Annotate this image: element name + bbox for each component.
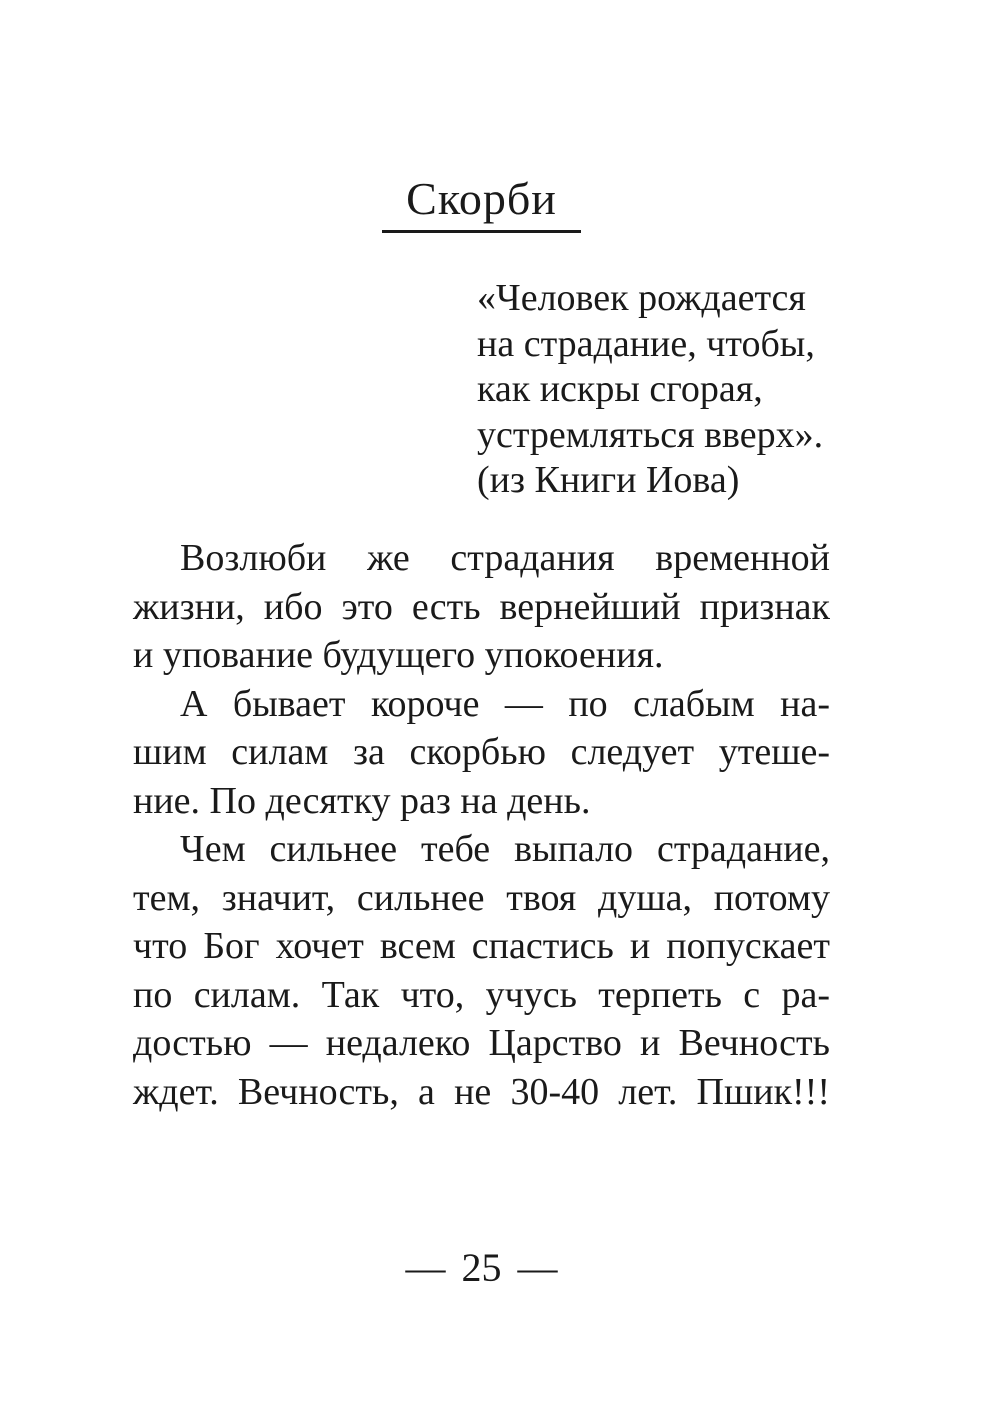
body-text bbox=[133, 534, 830, 1116]
body-line: ние. По десятку раз на день. bbox=[133, 779, 591, 822]
epigraph-source: (из Книги Иова) bbox=[477, 459, 740, 501]
body-line: тем, значит, сильнее твоя душа, потому bbox=[133, 876, 830, 919]
body-line: ждет. Вечность, а не 30-40 лет. Пшик!!! bbox=[133, 1070, 830, 1113]
body-line: и упование будущего упокоения. bbox=[133, 634, 664, 676]
epigraph-line: «Человек рождается bbox=[477, 277, 806, 319]
paragraph bbox=[133, 680, 830, 826]
epigraph-line: на страдание, чтобы, bbox=[477, 322, 815, 365]
body-line: шим силам за скорбью следует утеше- bbox=[133, 731, 830, 773]
chapter-title: Скорби bbox=[382, 170, 581, 233]
body-line: Возлюби же страдания временной bbox=[180, 537, 830, 579]
epigraph bbox=[477, 276, 823, 504]
chapter-title-wrap bbox=[0, 170, 963, 233]
paragraph bbox=[133, 534, 830, 680]
paragraph bbox=[133, 825, 830, 1116]
epigraph-line: как искры сгорая, bbox=[477, 368, 763, 410]
body-line: А бывает короче — по слабым на- bbox=[180, 682, 830, 725]
page-footer bbox=[0, 1244, 963, 1292]
page-number: — 25 — bbox=[405, 1245, 558, 1290]
body-line: достью — недалеко Царство и Вечность bbox=[133, 1022, 830, 1064]
body-line: жизни, ибо это есть вернейший признак bbox=[133, 585, 830, 628]
body-line: Чем сильнее тебе выпало страдание, bbox=[180, 828, 830, 870]
epigraph-line: устремляться вверх». bbox=[477, 413, 824, 456]
body-line: по силам. Так что, учусь терпеть с ра- bbox=[133, 973, 830, 1016]
body-line: что Бог хочет всем спастись и попускает bbox=[133, 925, 830, 967]
